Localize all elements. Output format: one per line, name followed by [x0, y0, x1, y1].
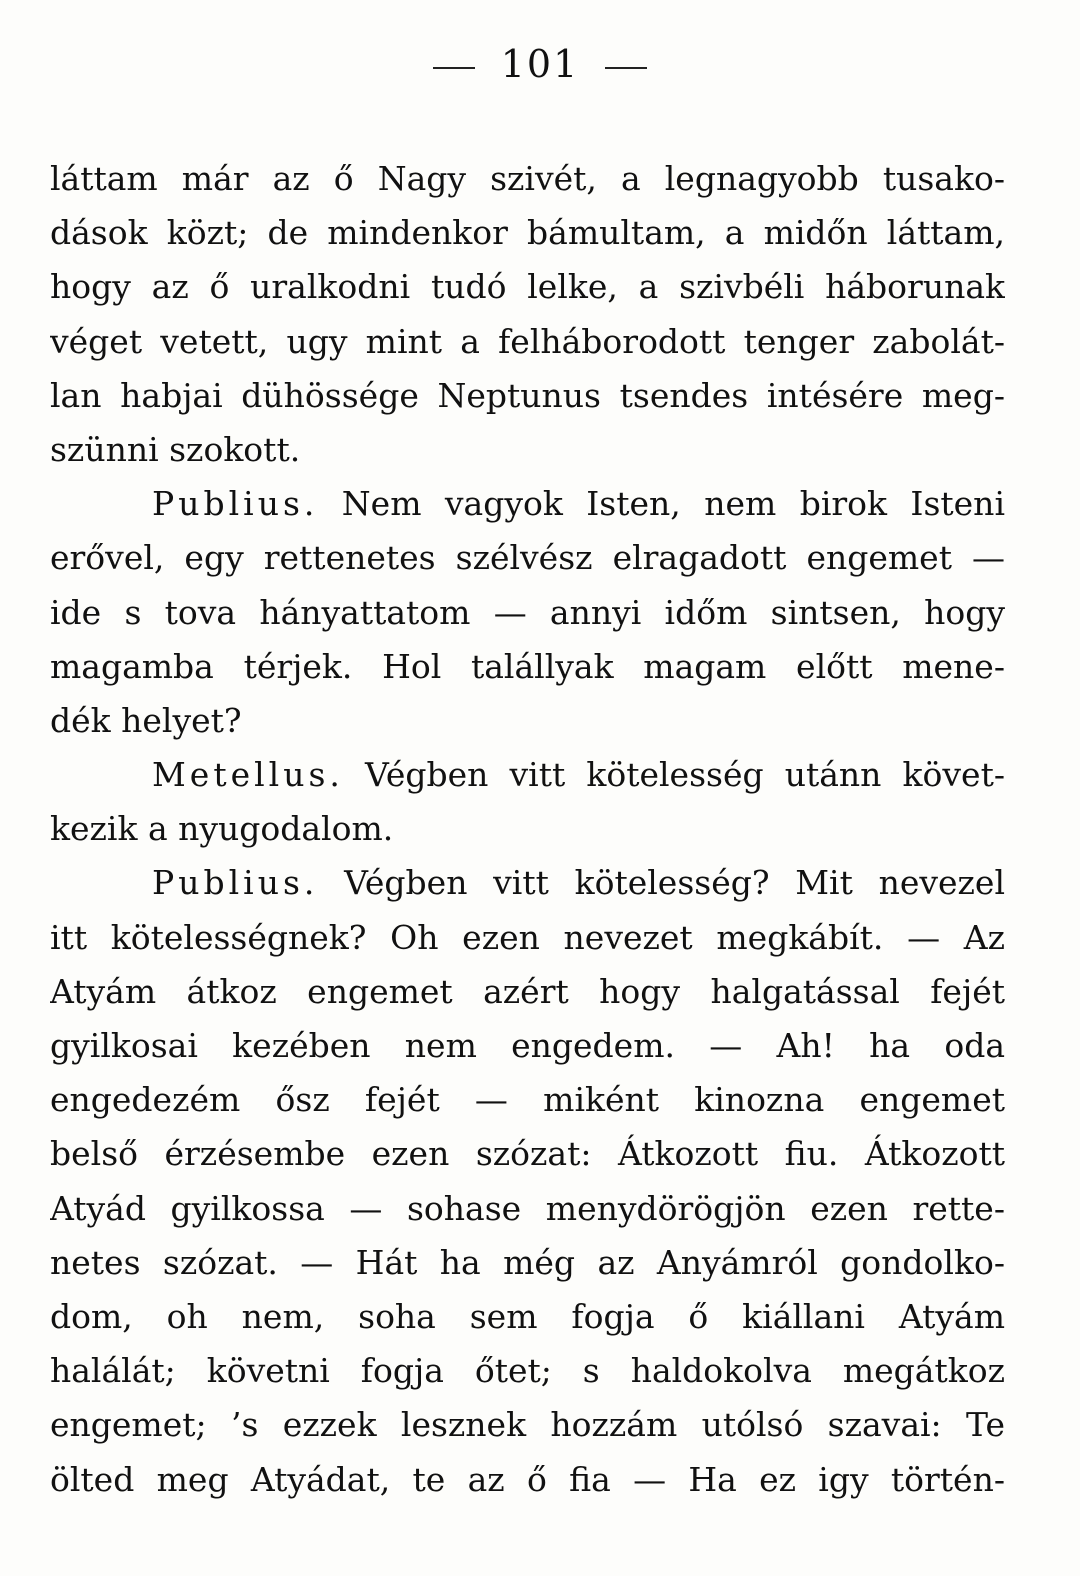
text-line: gyilkosai kezében nem engedem. — Ah! ha oda: [50, 1026, 1005, 1065]
page-number: 101: [500, 42, 580, 86]
text-line: hogy az ő uralkodni tudó lelke, a szivbéli háborunak: [50, 267, 1005, 307]
text-line: szünni szokott.: [50, 429, 301, 469]
speech-text: Nem vagyok Isten, nem birok Isteni: [341, 484, 1005, 524]
text-line: magamba térjek. Hol talállyak magam előtt mene-: [50, 646, 1005, 686]
text-line: Atyám átkoz engemet azért hogy halgatással fejét: [50, 971, 1005, 1011]
text-line: láttam már az ő Nagy szivét, a legnagyobb tusako-: [50, 159, 1005, 198]
page-header: [0, 42, 1080, 86]
text-line: véget vetett, ugy mint a felháborodott tenger zabolát-: [50, 321, 1005, 361]
speaker-name: Publius.: [152, 863, 319, 903]
text-line: belső érzésembe ezen szózat: Átkozott fiu. Átkozott: [50, 1134, 1005, 1174]
text-line: engedezém ősz fejét — miként kinozna engemet: [50, 1080, 1005, 1120]
text-line: ölted meg Atyádat, te az ő fia — Ha ez igy történ-: [50, 1459, 1005, 1499]
text-line-speaker: [50, 748, 1005, 802]
header-dash-right: [605, 67, 647, 69]
body-text: [50, 152, 1005, 1507]
text-line: ide s tova hányattatom — annyi időm sintsen, hogy: [50, 592, 1005, 632]
text-line: dom, oh nem, soha sem fogja ő kiállani Atyám: [50, 1296, 1005, 1336]
text-line: halálát; követni fogja őtet; s haldokolva megátkoz: [50, 1351, 1005, 1391]
text-line: dások közt; de mindenkor bámultam, a midőn láttam,: [50, 213, 1005, 253]
text-line: engemet; ’s ezzek lesznek hozzám utólsó szavai: Te: [50, 1405, 1005, 1445]
speech-text: Végben vitt kötelesség? Mit nevezel: [344, 863, 1005, 903]
text-line: netes szózat. — Hát ha még az Anyámról gondolko-: [50, 1242, 1005, 1282]
speech-text: Végben vitt kötelesség utánn követ-: [365, 755, 1005, 795]
text-line-speaker: [50, 477, 1005, 531]
text-line: Atyád gyilkossa — sohase menydörögjön ezen rette-: [50, 1188, 1005, 1228]
text-line: kezik a nyugodalom.: [50, 809, 394, 849]
speaker-name: Metellus.: [152, 755, 344, 795]
text-line: dék helyet?: [50, 700, 242, 740]
text-line-speaker: [50, 856, 1005, 910]
text-line: itt kötelességnek? Oh ezen nevezet megkábít. — Az: [50, 917, 1005, 957]
header-dash-left: [433, 67, 475, 69]
text-line: erővel, egy rettenetes szélvész elragadott engemet —: [50, 538, 1005, 578]
text-line: lan habjai dühössége Neptunus tsendes intésére meg-: [50, 375, 1005, 415]
speaker-name: Publius.: [152, 484, 319, 524]
